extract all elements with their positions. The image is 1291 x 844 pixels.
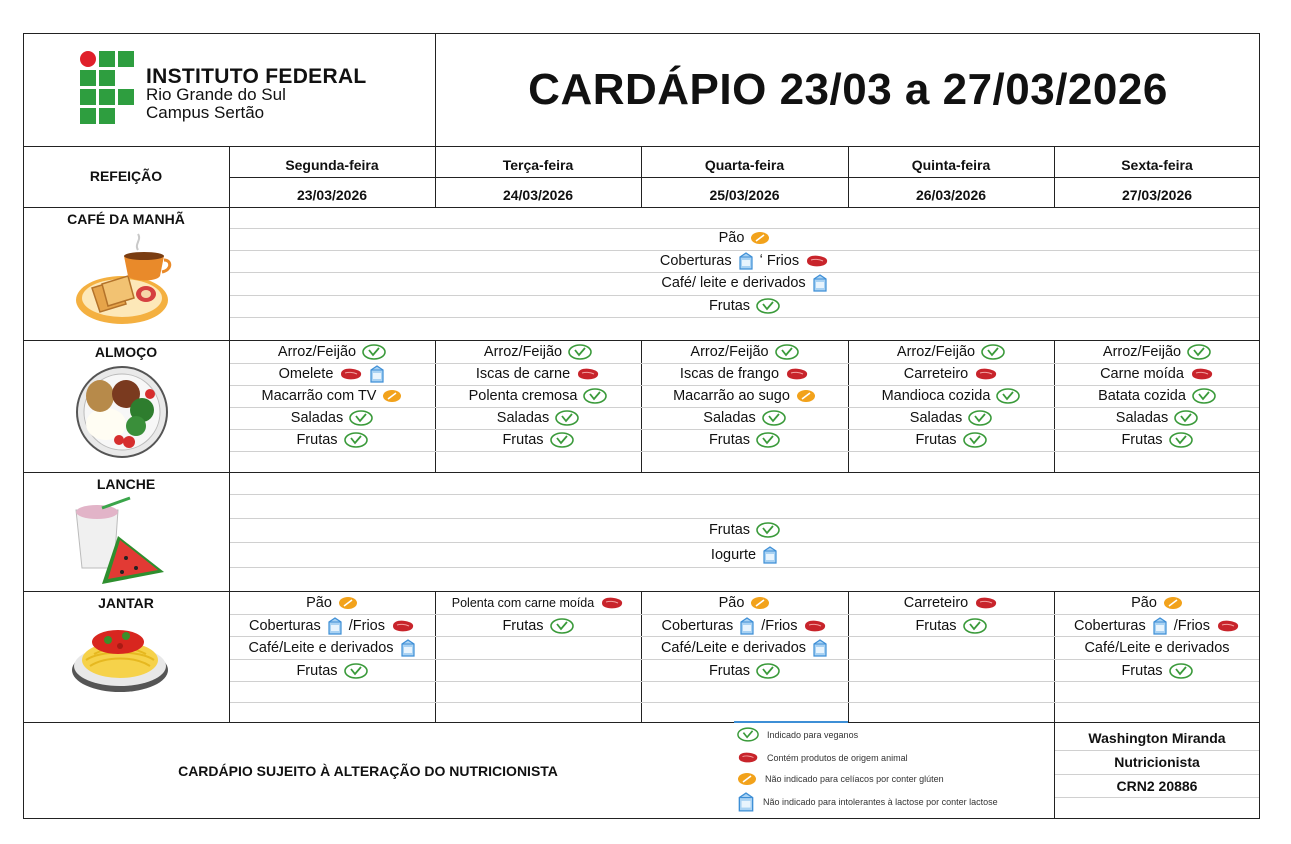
- almoco-thu-2: [848, 364, 1054, 384]
- dish-text2: /Frios: [1173, 618, 1210, 634]
- jantar-mon-3: [229, 638, 435, 658]
- legend-text: Contém produtos de origem animal: [767, 752, 908, 763]
- cafe-item-text2: ʻ Frios: [759, 253, 800, 269]
- almoco-thu-3: [848, 386, 1054, 406]
- dish-text: Iscas de carne: [475, 366, 571, 382]
- dish-text: Frutas: [502, 618, 544, 634]
- vegan-icon: [775, 344, 799, 360]
- nutritionist-role: Nutricionista: [1114, 754, 1200, 770]
- almoco-wed-5: [641, 430, 848, 450]
- gluten-icon: [796, 389, 816, 403]
- dish-text: Arroz/Feijão: [1102, 344, 1182, 360]
- snack-illustration: [72, 496, 168, 586]
- jantar-fri-2: [1054, 616, 1260, 636]
- cafe-item-2: [229, 251, 1260, 271]
- milk-icon: [1152, 617, 1168, 635]
- dish-text: Carreteiro: [903, 366, 969, 382]
- lunch-plate-illustration: [74, 364, 170, 460]
- nutritionist-crn: CRN2 20886: [1116, 778, 1198, 794]
- milk-icon: [369, 365, 385, 383]
- lanche-item-1: [229, 520, 1260, 540]
- almoco-mon-1: [229, 342, 435, 362]
- dish-text: Frutas: [296, 663, 338, 679]
- dish-text: Arroz/Feijão: [277, 344, 357, 360]
- dish-text: Café/Leite e derivados: [660, 640, 807, 656]
- legend-text: Não indicado para intolerantes à lactose por conter lactose: [763, 797, 998, 807]
- dish-text: Frutas: [1121, 432, 1163, 448]
- cafe-item-3: [229, 273, 1260, 293]
- almoco-wed-4: [641, 408, 848, 428]
- dish-text: Pão: [306, 595, 332, 611]
- dish-text: Frutas: [708, 432, 751, 448]
- almoco-thu-5: [848, 430, 1054, 450]
- gluten-icon: [737, 772, 757, 786]
- jantar-tue-2: [435, 616, 641, 636]
- page-title: CARDÁPIO 23/03 a 27/03/2026: [528, 65, 1168, 114]
- almoco-fri-3: [1054, 386, 1260, 406]
- dish-text: Saladas: [496, 410, 550, 426]
- dish-text: Saladas: [703, 410, 756, 426]
- vegan-icon: [344, 663, 368, 679]
- dish-text: Iogurte: [710, 547, 757, 563]
- vegan-icon: [756, 298, 780, 314]
- gluten-icon: [1163, 596, 1183, 610]
- gluten-icon: [750, 596, 770, 610]
- almoco-tue-2: [435, 364, 641, 384]
- jantar-fri-3: [1054, 638, 1260, 658]
- jantar-tue-1: [435, 593, 641, 613]
- vegan-icon: [1174, 410, 1198, 426]
- vegan-icon: [550, 432, 574, 448]
- dish-text: Pão: [1131, 595, 1157, 611]
- dish-text2: /Frios: [761, 618, 798, 634]
- vegan-icon: [981, 344, 1005, 360]
- logo-text: [146, 65, 367, 122]
- milk-icon: [400, 639, 416, 657]
- legend-text: Indicado para veganos: [767, 729, 859, 740]
- dish-text: Saladas: [1115, 410, 1169, 426]
- cafe-item-text: Pão: [718, 230, 745, 246]
- meal-label-jantar: JANTAR: [98, 595, 154, 611]
- vegan-icon: [996, 388, 1020, 404]
- dish-text: Coberturas: [661, 618, 734, 634]
- almoco-fri-5: [1054, 430, 1260, 450]
- almoco-wed-2: [641, 364, 848, 384]
- dish-text: Carreteiro: [903, 595, 969, 611]
- almoco-tue-1: [435, 342, 641, 362]
- dish-text: Pão: [718, 595, 745, 611]
- meal-label-cafe: CAFÉ DA MANHÃ: [67, 211, 185, 227]
- vegan-icon: [550, 618, 574, 634]
- vegan-icon: [756, 522, 780, 538]
- meat-icon: [785, 367, 809, 381]
- gluten-icon: [338, 596, 358, 610]
- vegan-icon: [737, 727, 759, 742]
- day-name-wed: Quarta-feira: [704, 157, 785, 173]
- milk-icon: [812, 639, 828, 657]
- jantar-mon-1: [229, 593, 435, 613]
- vegan-icon: [344, 432, 368, 448]
- jantar-mon-4: [229, 661, 435, 681]
- vegan-icon: [756, 663, 780, 679]
- meat-icon: [339, 367, 363, 381]
- almoco-fri-2: [1054, 364, 1260, 384]
- meat-icon: [805, 254, 829, 268]
- logo-line1: INSTITUTO FEDERAL: [146, 65, 367, 88]
- almoco-fri-1: [1054, 342, 1260, 362]
- logo-red-dot: [80, 51, 96, 67]
- legend-milk: [737, 792, 998, 812]
- day-date-mon: 23/03/2026: [296, 187, 368, 203]
- vegan-icon: [762, 410, 786, 426]
- dish-text: Arroz/Feijão: [896, 344, 976, 360]
- almoco-wed-3: [641, 386, 848, 406]
- day-date-thu: 26/03/2026: [915, 187, 987, 203]
- dish-text: Batata cozida: [1098, 388, 1186, 404]
- almoco-tue-5: [435, 430, 641, 450]
- vegan-icon: [963, 432, 987, 448]
- gluten-icon: [382, 389, 402, 403]
- jantar-wed-1: [641, 593, 848, 613]
- meat-icon: [576, 367, 600, 381]
- almoco-tue-3: [435, 386, 641, 406]
- vegan-icon: [583, 388, 607, 404]
- cafe-item-text: Café/ leite e derivados: [661, 275, 806, 291]
- milk-icon: [739, 617, 755, 635]
- meal-label-almoco: ALMOÇO: [94, 344, 158, 360]
- dish-text: Polenta cremosa: [468, 388, 578, 404]
- jantar-thu-1: [848, 593, 1054, 613]
- vegan-icon: [968, 410, 992, 426]
- dinner-pasta-illustration: [70, 616, 170, 696]
- jantar-fri-1: [1054, 593, 1260, 613]
- legend-vegan: [737, 727, 858, 742]
- meat-icon: [974, 596, 998, 610]
- dish-text: Mandioca cozida: [881, 388, 991, 404]
- dish-text: Frutas: [502, 432, 544, 448]
- dish-text: Saladas: [909, 410, 963, 426]
- vegan-icon: [1187, 344, 1211, 360]
- cafe-item-1: [229, 228, 1260, 248]
- almoco-fri-4: [1054, 408, 1260, 428]
- milk-icon: [762, 546, 778, 564]
- dish-text: Frutas: [708, 663, 751, 679]
- milk-icon: [812, 274, 828, 292]
- logo-line3: Campus Sertão: [146, 103, 265, 122]
- meat-icon: [974, 367, 998, 381]
- vegan-icon: [756, 432, 780, 448]
- legend-text: Não indicado para celíacos por conter glúten: [765, 774, 944, 784]
- milk-icon: [327, 617, 343, 635]
- dish-text: Frutas: [1121, 663, 1163, 679]
- vegan-icon: [963, 618, 987, 634]
- cafe-item-text: Frutas: [708, 298, 751, 314]
- footer-notice: CARDÁPIO SUJEITO À ALTERAÇÃO DO NUTRICIONISTA: [178, 763, 558, 779]
- day-name-mon: Segunda-feira: [285, 157, 379, 173]
- legend-accent-line: [734, 721, 848, 723]
- jantar-thu-2: [848, 616, 1054, 636]
- lanche-item-2: [229, 545, 1260, 565]
- dish-text: Iscas de frango: [679, 366, 780, 382]
- jantar-wed-3: [641, 638, 848, 658]
- meat-icon: [1190, 367, 1214, 381]
- meat-icon: [600, 596, 624, 610]
- day-name-tue: Terça-feira: [502, 157, 574, 173]
- dish-text: Frutas: [915, 618, 957, 634]
- cafe-item-4: [229, 296, 1260, 316]
- dish-text: Frutas: [915, 432, 957, 448]
- dish-text: Arroz/Feijão: [483, 344, 563, 360]
- breakfast-illustration: [72, 232, 172, 328]
- gluten-icon: [750, 231, 770, 245]
- vegan-icon: [362, 344, 386, 360]
- jantar-mon-2: [229, 616, 435, 636]
- milk-icon: [738, 252, 754, 270]
- dish-text: Café/Leite e derivados: [248, 640, 394, 656]
- almoco-mon-2: [229, 364, 435, 384]
- day-date-wed: 25/03/2026: [709, 187, 780, 203]
- legend-meat: [737, 751, 908, 764]
- vegan-icon: [349, 410, 373, 426]
- day-date-fri: 27/03/2026: [1121, 187, 1193, 203]
- day-name-fri: Sexta-feira: [1121, 157, 1193, 173]
- dish-text: Polenta com carne moída: [451, 596, 595, 610]
- dish-text: Coberturas: [249, 618, 321, 634]
- vegan-icon: [1192, 388, 1216, 404]
- almoco-wed-1: [641, 342, 848, 362]
- almoco-mon-4: [229, 408, 435, 428]
- day-date-tue: 24/03/2026: [502, 187, 574, 203]
- meat-icon: [391, 619, 415, 633]
- jantar-wed-2: [641, 616, 848, 636]
- dish-text: Café/Leite e derivados: [1084, 640, 1230, 656]
- vegan-icon: [1169, 663, 1193, 679]
- dish-text2: /Frios: [348, 618, 385, 634]
- dish-text: Omelete: [278, 366, 334, 382]
- dish-text: Saladas: [290, 410, 344, 426]
- meal-column-header: REFEIÇÃO: [89, 168, 163, 184]
- almoco-tue-4: [435, 408, 641, 428]
- dish-text: Carne moída: [1100, 366, 1184, 382]
- dish-text: Coberturas: [1074, 618, 1146, 634]
- meat-icon: [803, 619, 827, 633]
- nutritionist-name: Washington Miranda: [1088, 730, 1226, 746]
- jantar-fri-4: [1054, 661, 1260, 681]
- vegan-icon: [568, 344, 592, 360]
- dish-text: Arroz/Feijão: [690, 344, 769, 360]
- cafe-item-text: Coberturas: [659, 253, 732, 269]
- almoco-thu-1: [848, 342, 1054, 362]
- dish-text: Frutas: [708, 522, 751, 538]
- dish-text: Macarrão com TV: [261, 388, 377, 404]
- jantar-wed-4: [641, 661, 848, 681]
- milk-icon: [737, 792, 755, 812]
- vegan-icon: [555, 410, 579, 426]
- almoco-mon-5: [229, 430, 435, 450]
- logo-line2: Rio Grande do Sul: [146, 85, 286, 104]
- day-name-thu: Quinta-feira: [911, 157, 991, 173]
- legend-gluten: [737, 772, 944, 786]
- dish-text: Frutas: [296, 432, 338, 448]
- vegan-icon: [1169, 432, 1193, 448]
- meat-icon: [737, 751, 759, 764]
- dish-text: Macarrão ao sugo: [673, 388, 790, 404]
- meat-icon: [1216, 619, 1240, 633]
- almoco-thu-4: [848, 408, 1054, 428]
- almoco-mon-3: [229, 386, 435, 406]
- meal-label-lanche: LANCHE: [96, 476, 156, 492]
